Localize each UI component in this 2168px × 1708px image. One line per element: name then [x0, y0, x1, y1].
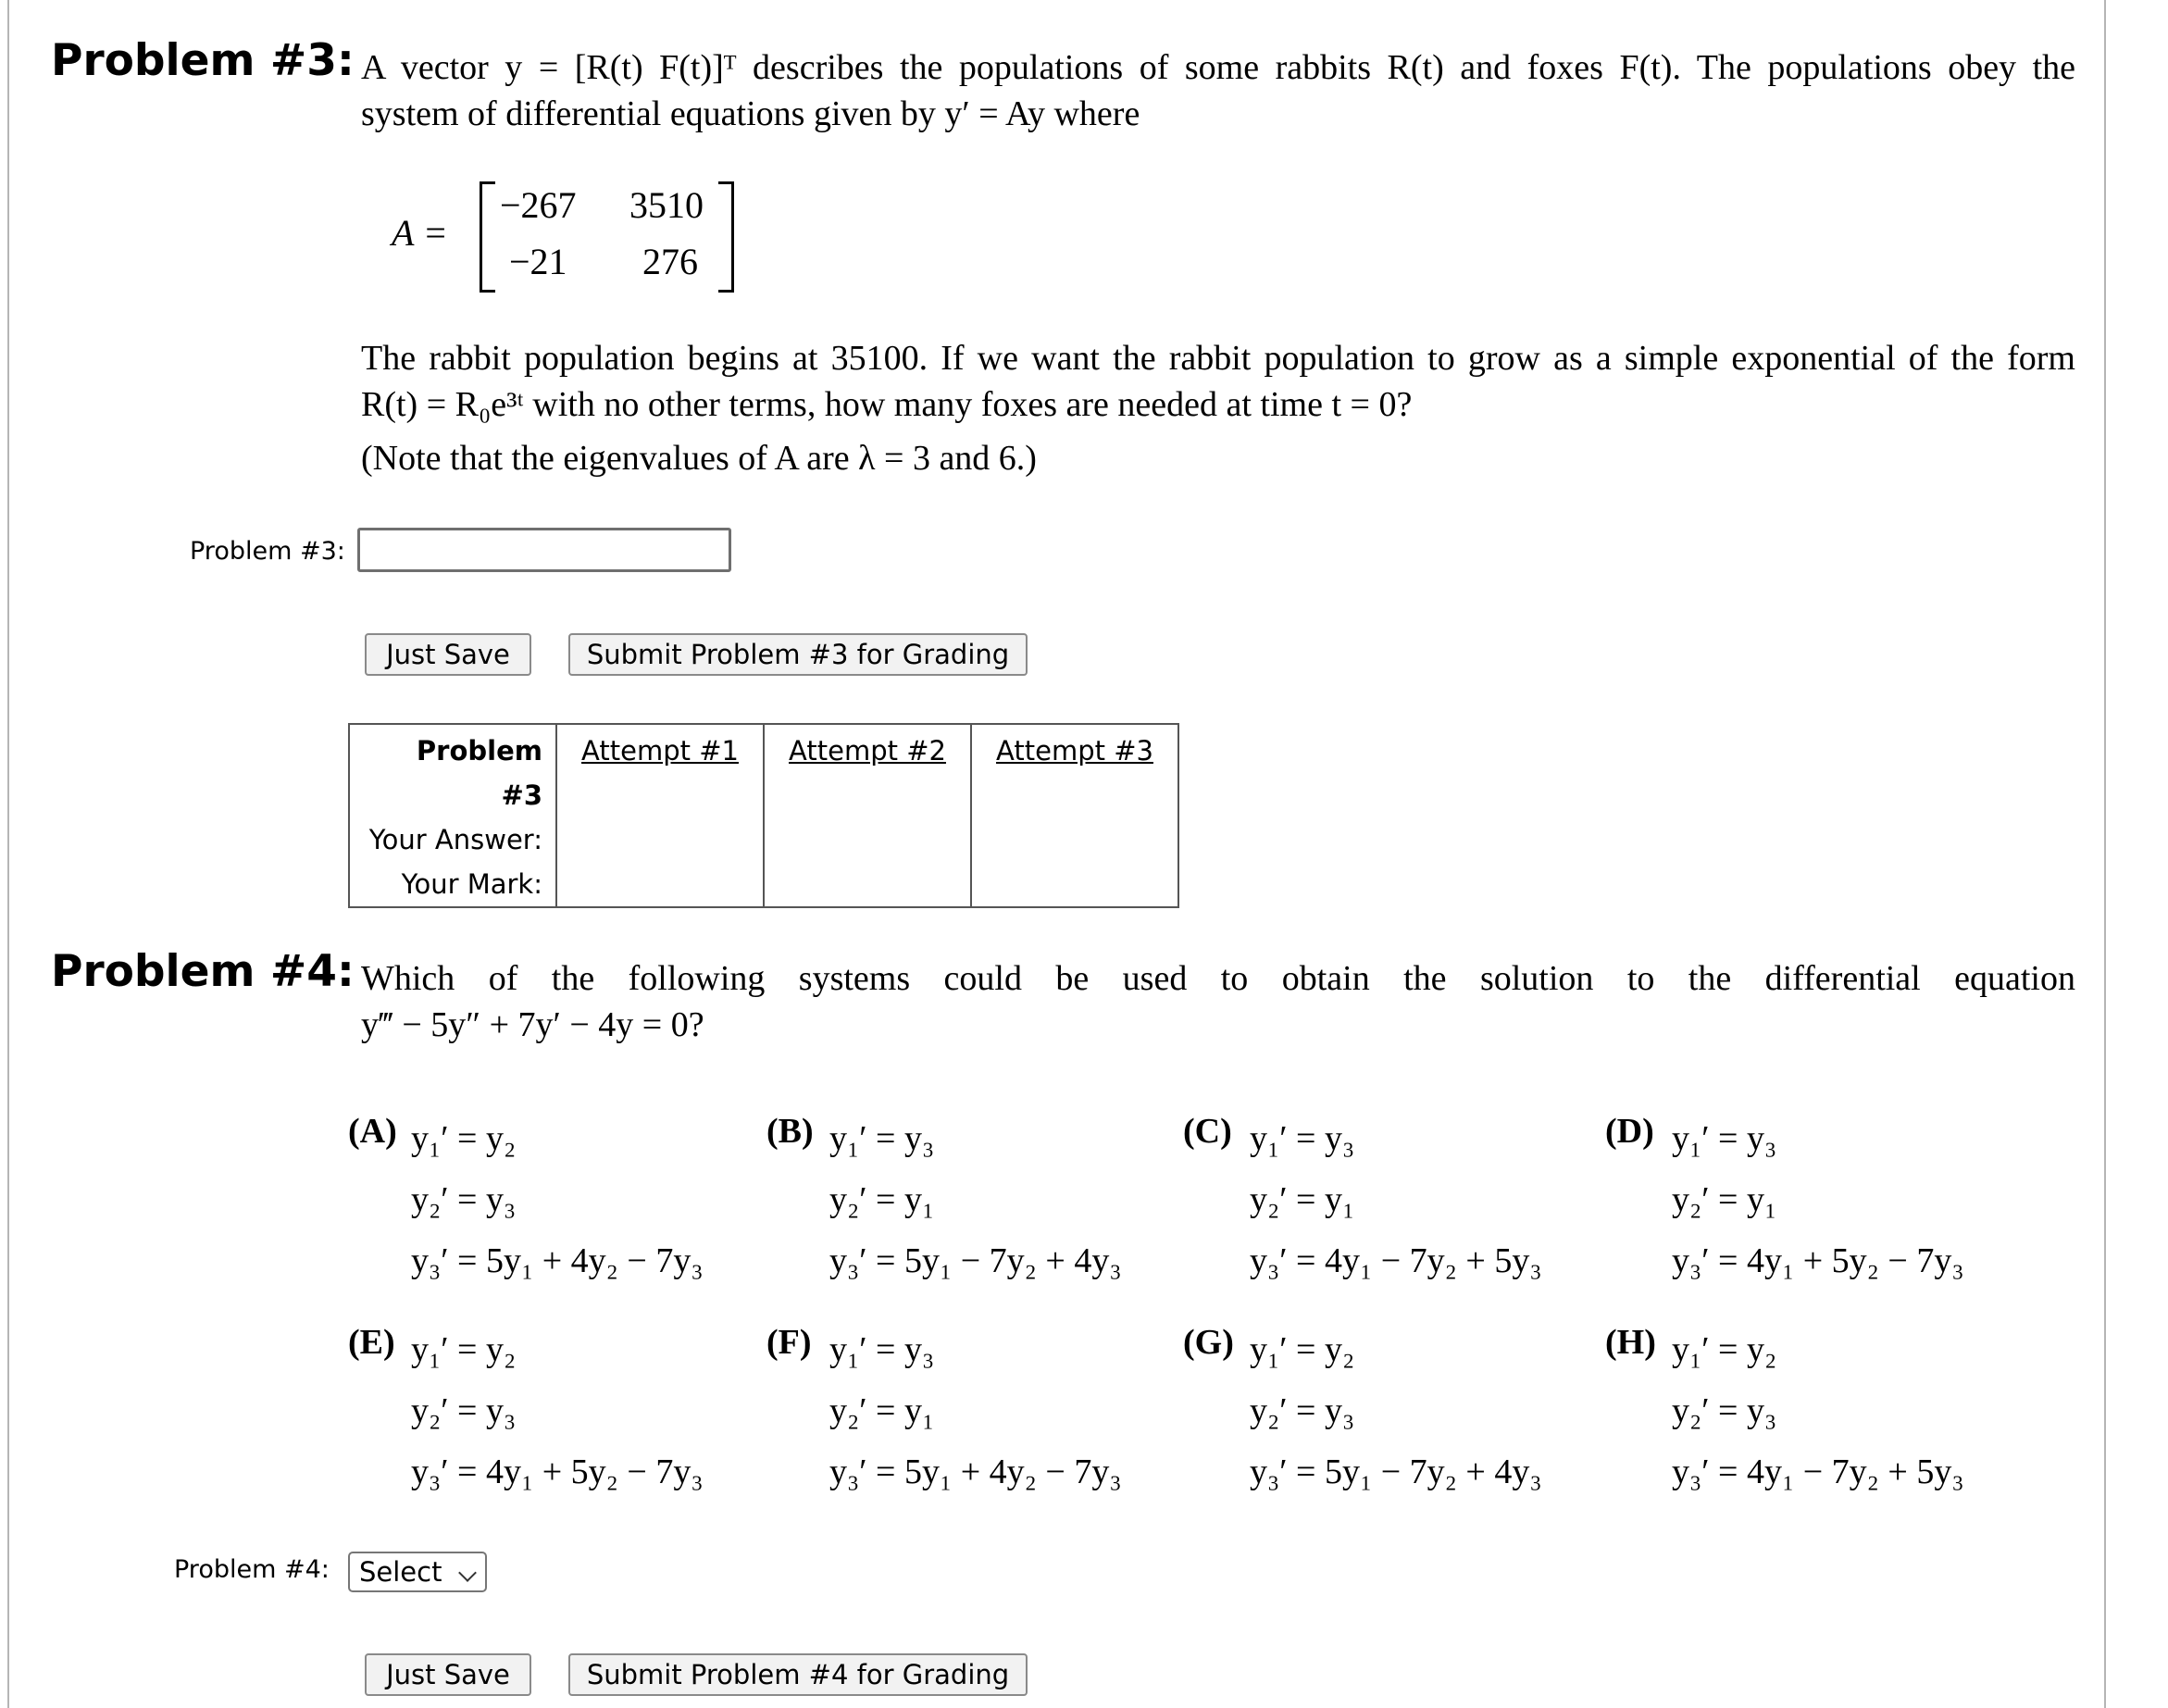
problem4-intro — [361, 955, 2075, 1002]
option-e-eq2: y₂′ = y₃ — [411, 1391, 517, 1430]
option-f — [766, 1322, 812, 1363]
problem3-submit-button[interactable]: Submit Problem #3 for Grading — [568, 633, 1028, 676]
option-tag: (C) — [1183, 1112, 1232, 1151]
matrix-cell: 276 — [642, 241, 698, 282]
problem3-answer-label: Problem #3: — [190, 537, 345, 566]
option-g-eq2: y₂′ = y₃ — [1250, 1391, 1355, 1430]
matrix-label: A = — [392, 212, 448, 254]
option-h-eq1: y₁′ = y₂ — [1672, 1330, 1777, 1369]
option-g-eq3: y₃′ = 5y₁ − 7y₂ + 4y₃ — [1250, 1452, 1542, 1491]
option-b-eq1: y₁′ = y₃ — [829, 1119, 935, 1158]
attempts-corner: Problem #3 — [416, 735, 542, 811]
option-c-eq1: y₁′ = y₃ — [1250, 1119, 1355, 1158]
option-f-eq3: y₃′ = 5y₁ + 4y₂ − 7y₃ — [829, 1452, 1122, 1491]
option-tag: (A) — [348, 1112, 397, 1151]
option-a-eq2: y₂′ = y₃ — [411, 1180, 517, 1219]
problem4-just-save-button[interactable]: Just Save — [365, 1653, 531, 1696]
option-tag: (B) — [766, 1112, 814, 1151]
option-e-eq3: y₃′ = 4y₁ + 5y₂ − 7y₃ — [411, 1452, 704, 1491]
option-c — [1183, 1111, 1232, 1152]
problem4-intro-2 — [361, 1002, 2075, 1048]
option-c-eq2: y₂′ = y₁ — [1250, 1180, 1355, 1219]
attempts-table-labels — [349, 724, 556, 907]
option-f-eq2: y₂′ = y₁ — [829, 1391, 935, 1430]
problem4-answer-label: Problem #4: — [174, 1555, 330, 1584]
option-tag: (G) — [1183, 1323, 1234, 1362]
problem4-intro-line2: y‴ − 5y″ + 7y′ − 4y = 0? — [361, 1005, 704, 1044]
attempt-3-link[interactable]: Attempt #3 — [996, 735, 1153, 767]
problem3-answer-input[interactable] — [357, 528, 731, 572]
option-tag: (H) — [1605, 1323, 1656, 1362]
problem4-submit-button[interactable]: Submit Problem #4 for Grading — [568, 1653, 1028, 1696]
option-b — [766, 1111, 814, 1152]
problem3-intro — [361, 44, 2075, 91]
attempt-1-link[interactable]: Attempt #1 — [581, 735, 739, 767]
option-tag: (F) — [766, 1323, 812, 1362]
option-g — [1183, 1322, 1234, 1363]
attempt-column — [971, 724, 1178, 907]
matrix-cell: −21 — [509, 241, 567, 282]
problem3-just-save-button[interactable]: Just Save — [365, 633, 531, 676]
problem4-answer-select[interactable] — [348, 1552, 487, 1592]
attempt-column — [764, 724, 971, 907]
problem3-text-line2: R(t) = R₀e³ᵗ with no other terms, how many foxes are needed at time t = 0? — [361, 385, 1413, 424]
option-g-eq1: y₁′ = y₂ — [1250, 1330, 1355, 1369]
option-e — [348, 1322, 395, 1363]
option-c-eq3: y₃′ = 4y₁ − 7y₂ + 5y₃ — [1250, 1241, 1542, 1280]
matrix-cell: 3510 — [629, 184, 704, 226]
option-tag: (D) — [1605, 1112, 1654, 1151]
problem3-note-text: (Note that the eigenvalues of A are λ = 3 and 6.) — [361, 439, 1037, 478]
option-tag: (E) — [348, 1323, 395, 1362]
problem3-text-line1: The rabbit population begins at 35100. If we want the rabbit population to grow as a simple exponential of the form — [361, 339, 2075, 378]
problem3-intro-2 — [361, 91, 2075, 137]
chevron-down-icon — [458, 1564, 477, 1582]
left-border — [7, 0, 9, 1708]
problem3-text — [361, 335, 2075, 381]
option-h — [1605, 1322, 1656, 1363]
problem3-heading: Problem #3: — [51, 35, 355, 86]
option-d — [1605, 1111, 1654, 1152]
your-mark-label: Your Mark: — [401, 868, 542, 900]
your-answer-label: Your Answer: — [368, 824, 542, 855]
option-b-eq3: y₃′ = 5y₁ − 7y₂ + 4y₃ — [829, 1241, 1122, 1280]
attempt-2-link[interactable]: Attempt #2 — [789, 735, 946, 767]
attempts-table — [348, 723, 1179, 908]
matrix-cell: −267 — [500, 184, 577, 226]
option-a-eq3: y₃′ = 5y₁ + 4y₂ − 7y₃ — [411, 1241, 704, 1280]
option-f-eq1: y₁′ = y₃ — [829, 1330, 935, 1369]
option-a-eq1: y₁′ = y₂ — [411, 1119, 517, 1158]
option-e-eq1: y₁′ = y₂ — [411, 1330, 517, 1369]
option-h-eq2: y₂′ = y₃ — [1672, 1391, 1777, 1430]
option-b-eq2: y₂′ = y₁ — [829, 1180, 935, 1219]
problem3-text-2 — [361, 381, 2075, 428]
option-d-eq1: y₁′ = y₃ — [1672, 1119, 1777, 1158]
right-border — [2104, 0, 2106, 1708]
select-value: Select — [359, 1556, 442, 1588]
matrix-bracket-right — [718, 181, 734, 293]
option-h-eq3: y₃′ = 4y₁ − 7y₂ + 5y₃ — [1672, 1452, 1964, 1491]
problem3-intro-line2: system of differential equations given by y′ = Ay where — [361, 94, 1140, 133]
problem4-intro-line1: Which of the following systems could be used to obtain the solution to the differential equation — [361, 959, 2075, 998]
problem3-intro-line1: A vector y = [R(t) F(t)]ᵀ describes the populations of some rabbits R(t) and foxes F(t). The populations obey the — [361, 48, 2075, 87]
matrix-bracket-left — [480, 181, 495, 293]
problem4-heading: Problem #4: — [51, 946, 355, 997]
problem3-note — [361, 435, 2075, 481]
option-a — [348, 1111, 397, 1152]
option-d-eq3: y₃′ = 4y₁ + 5y₂ − 7y₃ — [1672, 1241, 1964, 1280]
option-d-eq2: y₂′ = y₁ — [1672, 1180, 1777, 1219]
attempt-column — [556, 724, 764, 907]
